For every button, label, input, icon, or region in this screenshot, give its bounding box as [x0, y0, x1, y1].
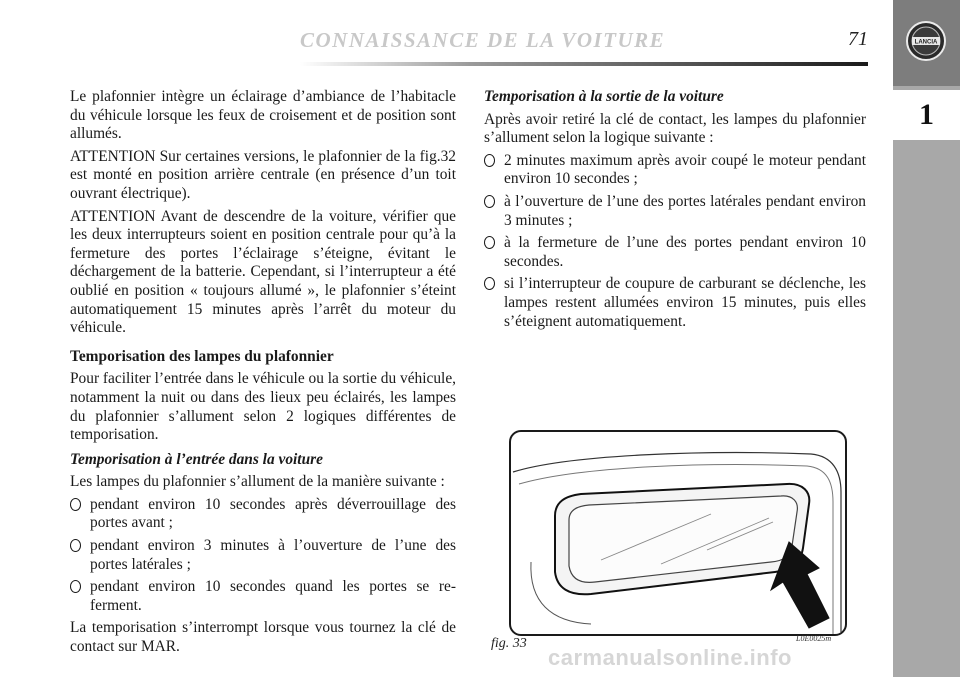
- bullet-list: [70, 496, 456, 616]
- list-item: à l’ouverture de l’une des portes latérales pendant environ 3 minutes ;: [484, 193, 866, 230]
- lancia-logo-icon: [905, 20, 947, 62]
- chapter-tab: 1: [893, 90, 960, 140]
- bullet-icon: [70, 539, 81, 552]
- courtesy-light-illustration: [511, 432, 845, 634]
- paragraph: Pour faciliter l’entrée dans le véhicule ou la sortie du véhicule, notamment la nuit ou dans des lieux peu éclairés, les lampes du plafonnier s’allument selon 2 logiques différentes de temporisation.: [70, 370, 456, 444]
- header-rule: [300, 62, 868, 66]
- subsection-heading: Temporisation à la sortie de la voiture: [484, 88, 724, 105]
- bullet-icon: [484, 236, 495, 249]
- page-number: 71: [848, 28, 868, 50]
- subsection-heading: Temporisation à l’entrée dans la voiture: [70, 450, 323, 468]
- figure-courtesy-light: [509, 430, 847, 636]
- bullet-icon: [484, 195, 495, 208]
- bullet-icon: [70, 580, 81, 593]
- paragraph: Après avoir retiré la clé de contact, les lampes du plafonnier s’allument selon la logique suivante :: [484, 110, 866, 147]
- list-item: pendant environ 10 secondes après déverrouillage des portes avant ;: [70, 496, 456, 533]
- list-item: si l’interrupteur de coupure de carburant se déclenche, les lampes restent allumées environ 15 minutes, puis elles s’éteignent automatiquement.: [484, 275, 866, 331]
- figure-code: L0E0025m: [796, 634, 832, 643]
- logo-text: LANCIA: [914, 39, 938, 46]
- paragraph: La temporisation s’interrompt lorsque vous tournez la clé de contact sur MAR.: [70, 619, 456, 656]
- figure-caption: fig. 33: [491, 636, 527, 651]
- bullet-list: [484, 152, 866, 331]
- paragraph: Le plafonnier intègre un éclairage d’ambiance de l’habitacle du véhicule lorsque les feux de croisement et de position sont allumés.: [70, 88, 456, 143]
- list-item: 2 minutes maximum après avoir coupé le moteur pendant environ 10 secondes ;: [484, 152, 866, 189]
- left-column: [70, 88, 456, 661]
- list-item: à la fermeture de l’une des portes pendant environ 10 secondes.: [484, 234, 866, 271]
- watermark: carmanualsonline.info: [548, 645, 792, 670]
- paragraph: Les lampes du plafonnier s’allument de la manière suivante :: [70, 473, 445, 491]
- bullet-icon: [484, 277, 495, 290]
- list-item: pendant environ 3 minutes à l’ouverture de l’une des portes latérales ;: [70, 537, 456, 574]
- bullet-icon: [484, 154, 495, 167]
- section-heading: Temporisation des lampes du plafonnier: [70, 347, 334, 365]
- list-item: pendant environ 10 secondes quand les portes se referment.: [70, 578, 456, 615]
- right-column: [484, 88, 866, 335]
- paragraph: ATTENTION Avant de descendre de la voiture, vérifier que les deux interrupteurs soient en position centrale pour qu’à la fermeture des portes l’éclairage s’éteigne, évitant le déchargement de la batterie. Cependant, si l’interrupteur a été oublié en position « toujours allumé », le plafonnier s’éteint automatiquement 15 minutes après l’arrêt du moteur du véhicule.: [70, 207, 456, 337]
- running-header-title: CONNAISSANCE DE LA VOITURE: [300, 28, 666, 52]
- paragraph: ATTENTION Sur certaines versions, le plafonnier de la fig.32 est monté en position arrière centrale (en présence d’un toit ouvrant électrique).: [70, 147, 456, 202]
- bullet-icon: [70, 498, 81, 511]
